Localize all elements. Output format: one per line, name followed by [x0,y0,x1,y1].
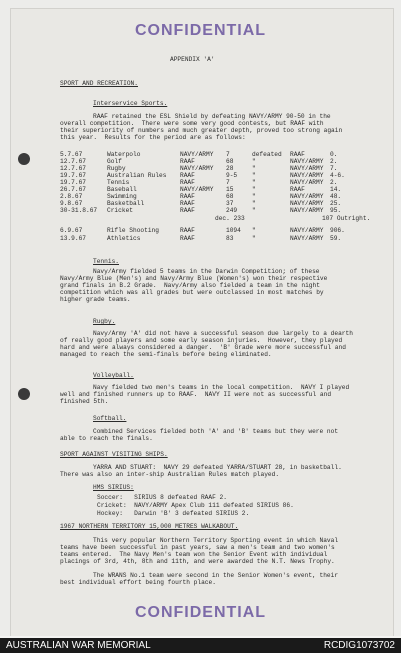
result-date: 5.7.67 [60,151,83,158]
result-s2: 107 Outright. [322,215,371,222]
result-team1: RAAF [180,235,195,242]
result-s2: 0. [330,151,338,158]
text-line: YARRA AND STUART: NAVY 29 defeated YARRA/STUART 28, in basketball. [93,464,342,471]
result-date: 9.8.67 [60,200,83,207]
result-sport: Tennis [107,179,130,186]
result-team2: NAVY/ARMY [290,207,324,214]
result-team1: RAAF [180,179,195,186]
result-sport: Australian Rules [107,172,167,179]
result-team2: NAVY/ARMY [290,235,324,242]
section-title-walkabout: 1967 NORTHERN TERRITORY 15,000 METRES WALKABOUT. [60,523,239,530]
text-line: higher grade teams. [60,296,131,303]
result-sport: Swimming [107,193,137,200]
text-line: Navy/Army Blue (Men's) and Navy/Army Blue (Women's) won their respective [60,275,328,282]
result-s2: 2. [330,158,338,165]
section-title-sport: SPORT AND RECREATION. [60,80,138,87]
text-line: teams entered. The Navy Men's team won the Senior Event with individual [60,551,328,558]
heading-sirius: HMS SIRIUS: [93,484,134,491]
result-s2: 59. [330,235,342,242]
text-line: competition which was all grades but were outclassed in most matches by [60,289,324,296]
appendix-heading: APPENDIX 'A' [170,56,215,63]
result-date: 13.9.67 [60,235,86,242]
text-line: Cricket: NAVY/ARMY Apex Club 111 defeated SIRIUS 86. [97,502,294,509]
text-line: There was also an inter-ship Australian Rules match played. [60,471,280,478]
result-s1: 7 [226,179,230,186]
result-date: 6.9.67 [60,227,83,234]
result-date: 30-31.8.67 [60,207,98,214]
result-sport: Baseball [107,186,137,193]
result-date: 19.7.67 [60,172,86,179]
text-line: Soccer: SIRIUS 8 defeated RAAF 2. [97,494,227,501]
result-verb: " [252,165,256,172]
result-verb: " [252,207,256,214]
result-s2: 48. [330,193,342,200]
result-s1: 83 [226,235,234,242]
result-team2: RAAF [290,186,305,193]
result-verb: " [252,227,256,234]
result-verb: " [252,172,256,179]
text-line: RAAF retained the ESL Shield by defeating NAVY/ARMY 90-50 in the [93,113,331,120]
text-line: overall competition. There were some very good contests, but RAAF with [60,120,324,127]
heading-tennis: Tennis. [93,258,119,265]
result-verb: " [252,158,256,165]
result-s1: 1094 [226,227,241,234]
result-date: 26.7.67 [60,186,86,193]
text-line: well and finished runners up to RAAF. NAVY II were not as successful and [60,391,332,398]
heading-rugby: Rugby. [93,318,116,325]
result-sport: Rifle Shooting [107,227,159,234]
footer-source: AUSTRALIAN WAR MEMORIAL [6,640,151,651]
punch-hole-top [18,153,30,165]
result-s1: dec. 233 [215,215,245,222]
result-s1: 9-5 [226,172,238,179]
heading-volleyball: Volleyball. [93,372,134,379]
result-sport: Athletics [107,235,141,242]
result-team2: NAVY/ARMY [290,158,324,165]
text-line: placings of 3rd, 4th, 8th and 11th, and were awarded the N.T. News Trophy. [60,558,335,565]
result-s2: 906. [330,227,345,234]
result-sport: Golf [107,158,122,165]
result-team1: NAVY/ARMY [180,151,214,158]
result-team2: NAVY/ARMY [290,179,324,186]
result-s2: 7. [330,165,338,172]
result-s2: 25. [330,200,342,207]
text-line: This very popular Northern Territory Sporting event in which Naval [93,537,339,544]
result-team1: NAVY/ARMY [180,165,214,172]
result-verb: " [252,200,256,207]
text-line: Combined Services fielded both 'A' and 'B' teams but they were not [93,428,339,435]
result-team1: RAAF [180,227,195,234]
result-s1: 7 [226,151,230,158]
result-team1: NAVY/ARMY [180,186,214,193]
footer-record-id: RCDIG1073702 [323,640,395,651]
result-sport: Waterpolo [107,151,141,158]
result-s2: 4-6. [330,172,345,179]
confidential-stamp-bottom: CONFIDENTIAL [134,604,267,621]
result-s1: 37 [226,200,234,207]
result-s1: 28 [226,165,234,172]
text-line: this year. Results for the period are as follows: [60,134,246,141]
result-date: 2.8.67 [60,193,83,200]
heading-softball: Softball. [93,415,127,422]
result-team1: RAAF [180,193,195,200]
punch-hole-bottom [18,388,30,400]
text-line: teams have been successful in past years, saw a men's team and two women's [60,544,335,551]
result-team2: NAVY/ARMY [290,193,324,200]
result-team1: RAAF [180,158,195,165]
result-team2: NAVY/ARMY [290,172,324,179]
result-date: 19.7.67 [60,179,86,186]
text-line: of really good players and some early season injuries. However, they played [60,337,343,344]
result-team2: NAVY/ARMY [290,165,324,172]
text-line: Hockey: Darwin 'B' 3 defeated SIRIUS 2. [97,510,250,517]
result-verb: " [252,186,256,193]
archive-footer [0,638,401,653]
text-line: Navy/Army 'A' did not have a successful season due largely to a dearth [93,330,353,337]
text-line: hard and were always considered a danger. 'B' Grade were more successful and [60,344,346,351]
result-sport: Rugby [107,165,126,172]
text-line: managed to reach the semi-finals before being eliminated. [60,351,272,358]
text-line: best individual effort being fourth place. [60,579,216,586]
result-date: 12.7.67 [60,158,86,165]
text-line: Navy fielded two men's teams in the local competition. NAVY I played [93,384,350,391]
result-s2: 2. [330,179,338,186]
result-s2: 14. [330,186,342,193]
result-team2: NAVY/ARMY [290,227,324,234]
result-sport: Basketball [107,200,145,207]
text-line: finished 5th. [60,398,109,405]
text-line: their superiority of numbers and much greater depth, proved too strong again [60,127,343,134]
result-date: 12.7.67 [60,165,86,172]
result-team2: RAAF [290,151,305,158]
confidential-stamp-top: CONFIDENTIAL [134,22,267,39]
section-title-visiting-ships: SPORT AGAINST VISITING SHIPS. [60,451,168,458]
text-line: Navy/Army fielded 5 teams in the Darwin Competition; of these [93,268,320,275]
text-line: grand finals in B.2 Grade. Navy/Army also fielded a team in the night [60,282,320,289]
result-s2: 95. [330,207,342,214]
result-verb: defeated [252,151,282,158]
result-verb: " [252,235,256,242]
result-team1: RAAF [180,200,195,207]
heading-interservice: Interservice Sports. [93,100,168,107]
result-s1: 249 [226,207,238,214]
result-team1: RAAF [180,172,195,179]
result-sport: Cricket [107,207,133,214]
text-line: able to reach the finals. [60,435,153,442]
text-line: The WRANS No.1 team were second in the Senior Women's event, their [93,572,339,579]
result-verb: " [252,193,256,200]
result-s1: 68 [226,193,234,200]
result-verb: " [252,179,256,186]
result-team2: NAVY/ARMY [290,200,324,207]
result-s1: 68 [226,158,234,165]
result-team1: RAAF [180,207,195,214]
result-s1: 15 [226,186,234,193]
